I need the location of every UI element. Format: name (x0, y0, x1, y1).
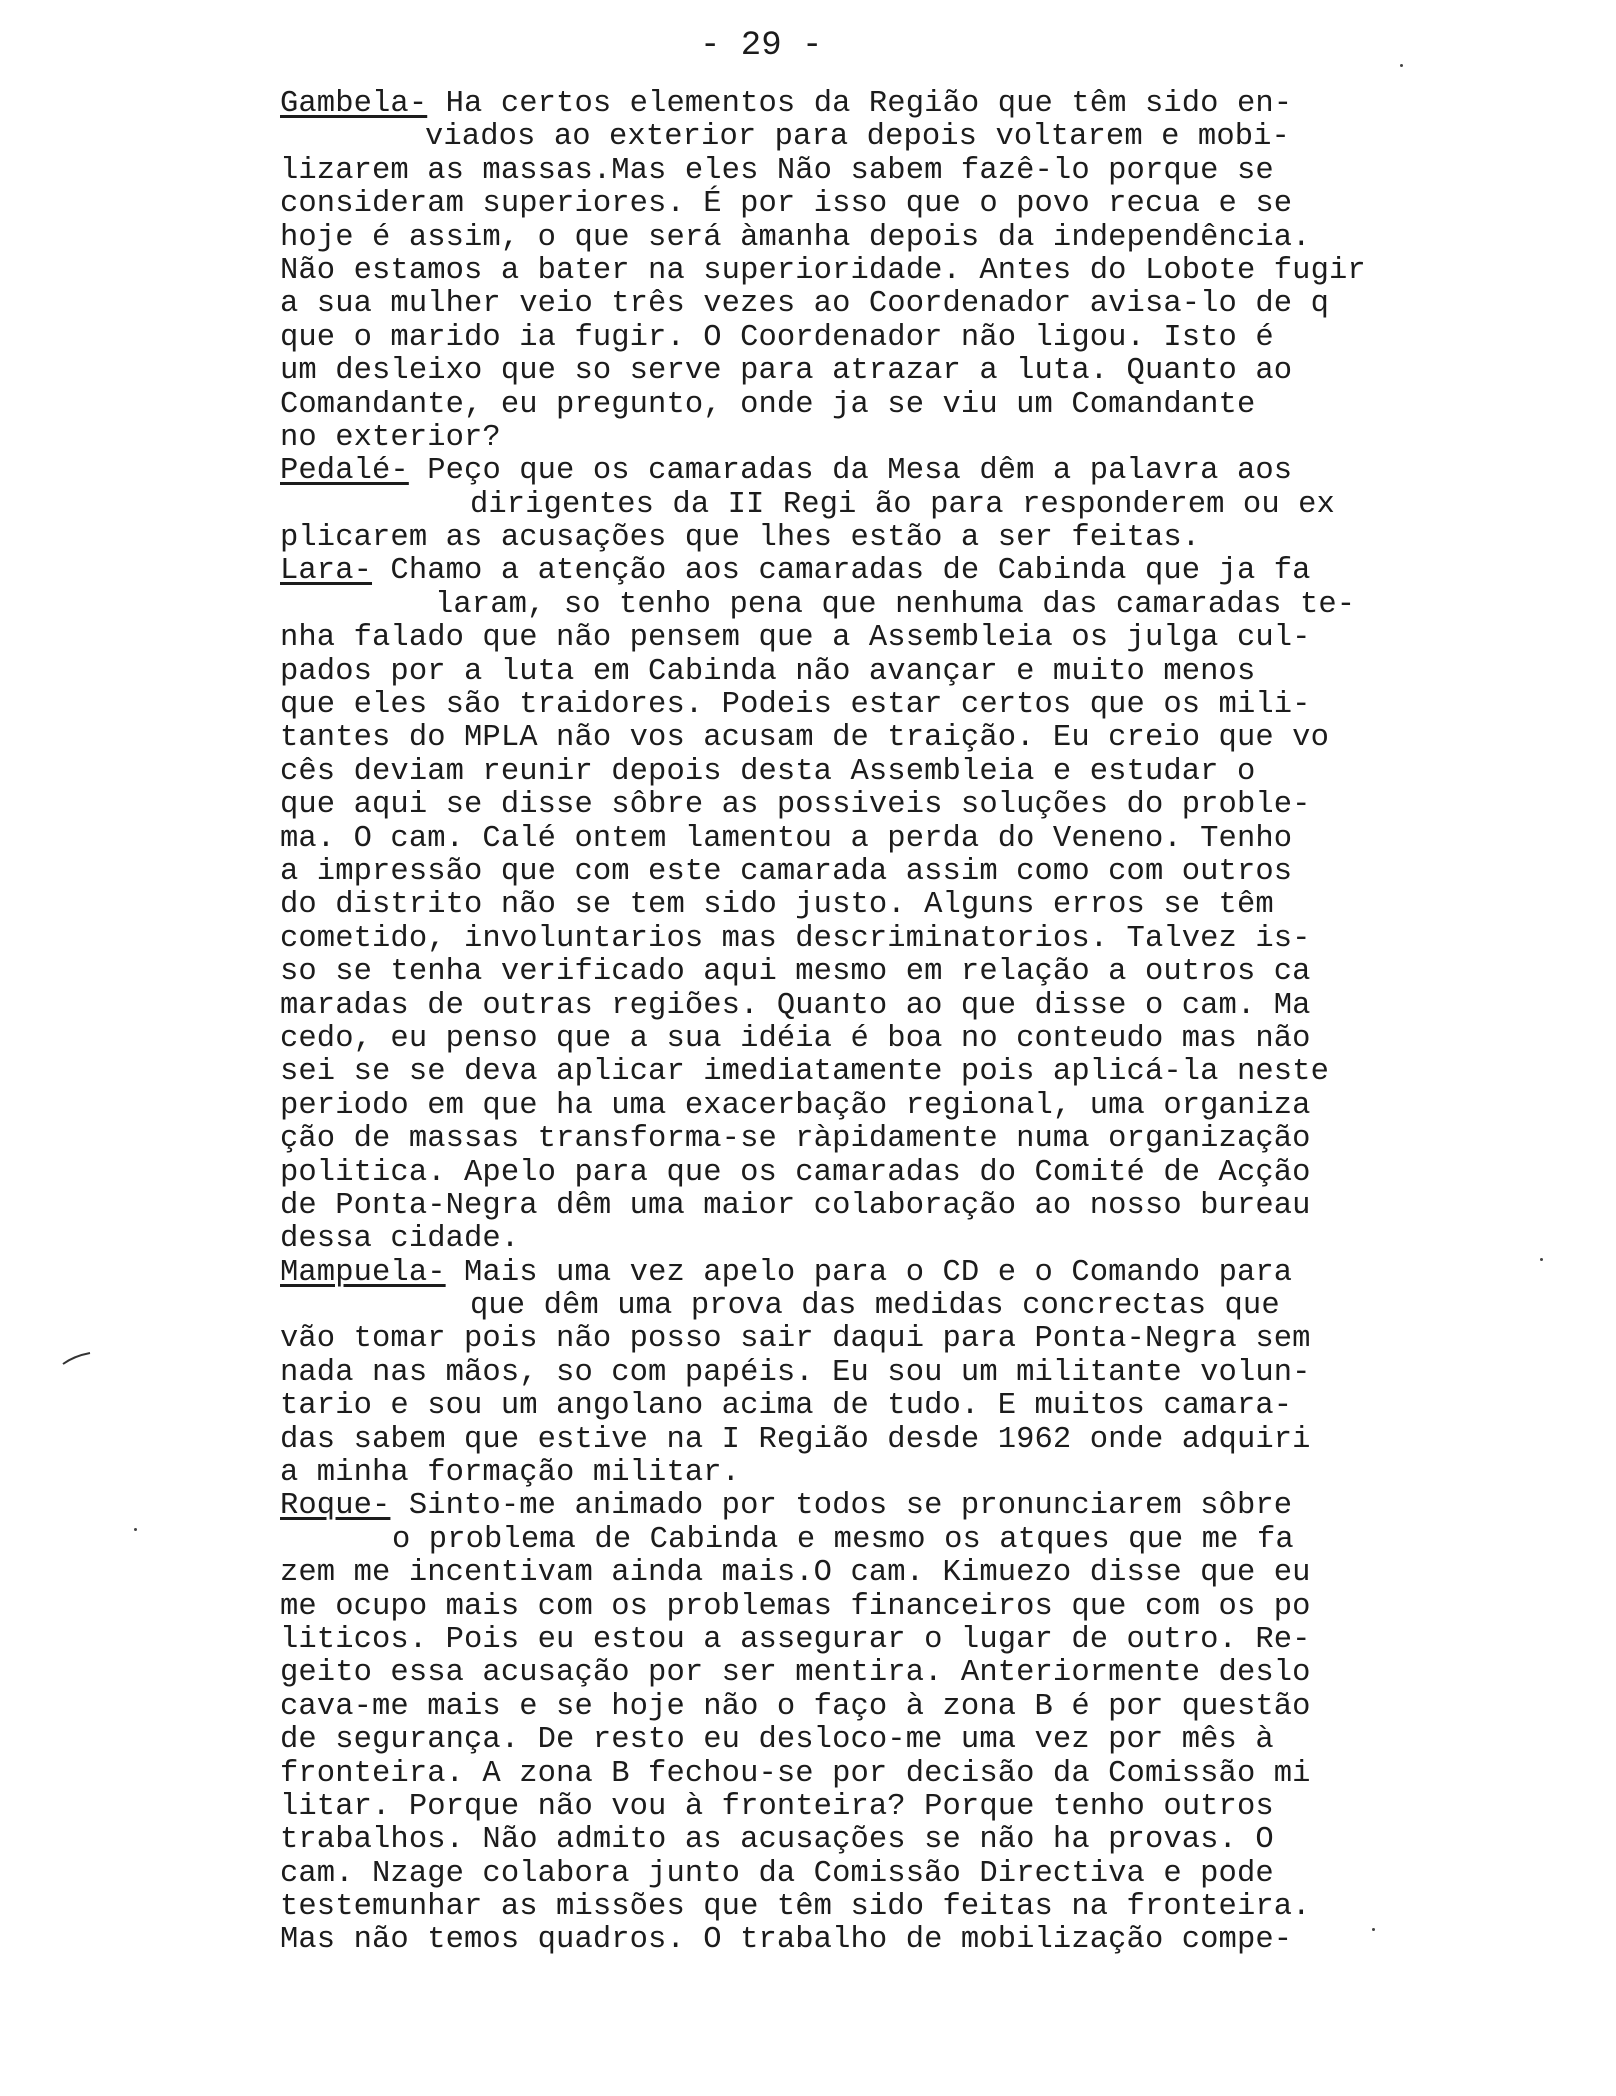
text-line: trabalhos. Não admito as acusações se não ha provas. O (280, 1823, 1274, 1858)
text-line: tantes do MPLA não vos acusam de traição. Eu creio que vo (280, 721, 1329, 756)
text-line: hoje é assim, o que será àmanha depois da independência. (280, 220, 1311, 255)
text-line: zem me incentivam ainda mais.O cam. Kimuezo disse que eu (280, 1556, 1311, 1591)
text-line: de Ponta-Negra dêm uma maior colaboração ao nosso bureau (280, 1188, 1311, 1223)
text-line: lizarem as massas.Mas eles Não sabem fazê-lo porque se (280, 153, 1274, 188)
paragraph-first-line (280, 455, 1440, 488)
text-line: tario e sou um angolano acima de tudo. E muitos camara- (280, 1389, 1293, 1424)
speaker-name: Pedalé- (280, 454, 409, 489)
text-line: cedo, eu penso que a sua idéia é boa no conteudo mas não (280, 1021, 1311, 1056)
margin-pen-mark (62, 1350, 92, 1368)
text-line: do distrito não se tem sido justo. Alguns erros se têm (280, 888, 1274, 923)
speech-text: Peço que os camaradas da Mesa dêm a palavra aos (408, 454, 1293, 489)
speech-text: Ha certos elementos da Região que têm sido en- (427, 87, 1293, 121)
speech-text: Sinto-me animado por todos se pronunciarem sôbre (390, 1489, 1293, 1524)
text-line: cês deviam reunir depois desta Assembleia e estudar o (280, 754, 1256, 789)
text-line: viados ao exterior para depois voltarem e mobi- (425, 120, 1290, 155)
text-line: ma. O cam. Calé ontem lamentou a perda do Veneno. Tenho (280, 821, 1293, 856)
text-line: me ocupo mais com os problemas financeiros que com os po (280, 1589, 1311, 1624)
speech-text: Mais uma vez apelo para o CD e o Comando para (445, 1255, 1293, 1290)
text-line: periodo em que ha uma exacerbação regional, uma organiza (280, 1088, 1311, 1123)
text-line: politica. Apelo para que os camaradas do Comité de Acção (280, 1155, 1311, 1190)
text-line: dirigentes da II Regi ão para responderem ou ex (470, 487, 1335, 522)
speaker-name: Mampuela- (280, 1255, 446, 1290)
text-line: nha falado que não pensem que a Assembleia os julga cul- (280, 621, 1311, 656)
text-line: cometido, involuntarios mas descriminatorios. Talvez is- (280, 921, 1311, 956)
paragraph-first-line (280, 555, 1440, 588)
text-line: consideram superiores. É por isso que o povo recua e se (280, 187, 1293, 222)
text-line: que o marido ia fugir. O Coordenador não ligou. Isto é (280, 320, 1274, 355)
speck (1400, 64, 1403, 67)
text-line: que eles são traidores. Podeis estar certos que os mili- (280, 688, 1311, 723)
speaker-name: Gambela- (280, 87, 428, 121)
speck (134, 1528, 137, 1531)
text-line: testemunhar as missões que têm sido feitas na fronteira. (280, 1890, 1311, 1925)
text-line: liticos. Pois eu estou a assegurar o lugar de outro. Re- (280, 1622, 1311, 1657)
speck (1372, 1928, 1375, 1931)
text-line: plicarem as acusações que lhes estão a ser feitas. (280, 521, 1201, 556)
text-line: a impressão que com este camarada assim como com outros (280, 854, 1293, 889)
paragraph-first-line (280, 88, 1440, 121)
text-line: sei se se deva aplicar imediatamente pois aplicá-la neste (280, 1055, 1329, 1090)
transcript-body (280, 88, 1440, 1958)
text-line: vão tomar pois não posso sair daqui para Ponta-Negra sem (280, 1322, 1311, 1357)
text-line: Mas não temos quadros. O trabalho de mobilização compe- (280, 1923, 1293, 1958)
text-line: nada nas mãos, so com papéis. Eu sou um militante volun- (280, 1355, 1311, 1390)
text-line: Comandante, eu pregunto, onde ja se viu um Comandante (280, 387, 1256, 422)
text-line: no exterior? (280, 420, 501, 455)
text-line: que aqui se disse sôbre as possiveis soluções do proble- (280, 788, 1311, 823)
speck (1540, 1258, 1543, 1261)
text-line: das sabem que estive na I Região desde 1962 onde adquiri (280, 1422, 1311, 1457)
speaker-name: Lara- (280, 554, 373, 589)
text-line: dessa cidade. (280, 1222, 520, 1257)
text-line: cam. Nzage colabora junto da Comissão Directiva e pode (280, 1856, 1274, 1891)
text-line: um desleixo que so serve para atrazar a luta. Quanto ao (280, 354, 1293, 389)
text-line: so se tenha verificado aqui mesmo em relação a outros ca (280, 955, 1311, 990)
text-line: geito essa acusação por ser mentira. Anteriormente deslo (280, 1656, 1311, 1691)
text-line: o problema de Cabinda e mesmo os atques que me fa (392, 1522, 1294, 1557)
text-line: fronteira. A zona B fechou-se por decisão da Comissão mi (280, 1756, 1311, 1791)
text-line: que dêm uma prova das medidas concrectas que (470, 1289, 1280, 1324)
page-number: - 29 - (700, 27, 823, 65)
text-line: a minha formação militar. (280, 1456, 741, 1491)
paragraph-first-line (280, 1257, 1440, 1290)
paragraph-first-line (280, 1490, 1440, 1523)
text-line: Não estamos a bater na superioridade. Antes do Lobote fugir (280, 253, 1366, 288)
text-line: laram, so tenho pena que nenhuma das camaradas te- (435, 587, 1356, 622)
speech-text: Chamo a atenção aos camaradas de Cabinda que ja fa (372, 554, 1311, 589)
text-line: cava-me mais e se hoje não o faço à zona B é por questão (280, 1689, 1311, 1724)
text-line: ção de massas transforma-se ràpidamente numa organização (280, 1122, 1311, 1157)
text-line: de segurança. De resto eu desloco-me uma vez por mês à (280, 1723, 1274, 1758)
text-line: maradas de outras regiões. Quanto ao que disse o cam. Ma (280, 988, 1311, 1023)
text-line: pados por a luta em Cabinda não avançar e muito menos (280, 654, 1256, 689)
text-line: a sua mulher veio três vezes ao Coordenador avisa-lo de q (280, 287, 1329, 322)
text-line: litar. Porque não vou à fronteira? Porque tenho outros (280, 1789, 1274, 1824)
speaker-name: Roque- (280, 1489, 391, 1524)
